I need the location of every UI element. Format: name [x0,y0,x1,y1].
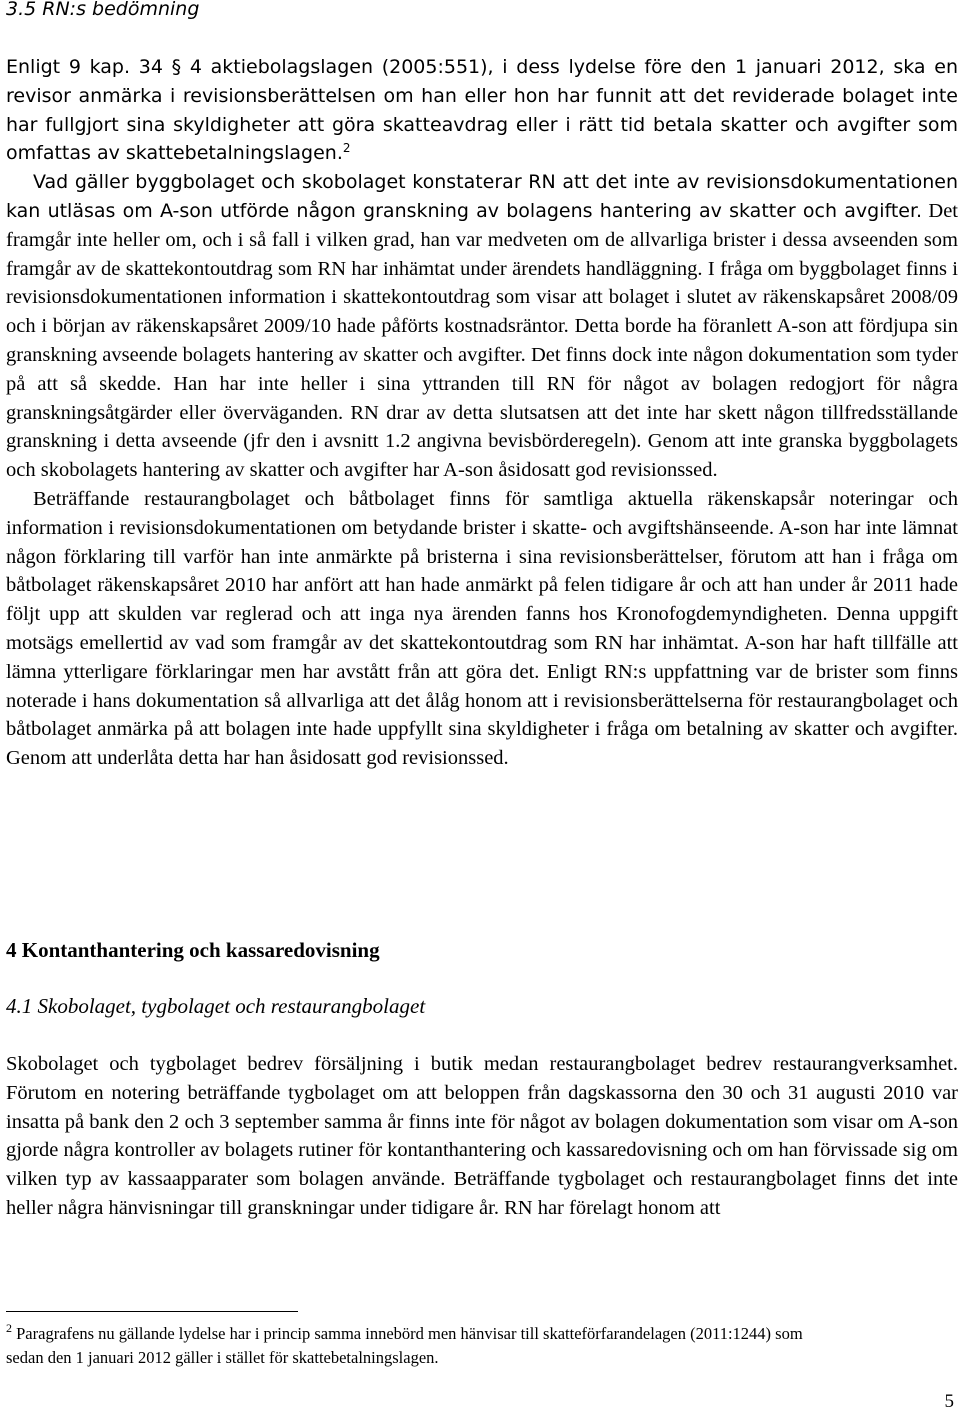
paragraph-byggbolaget-lead: Vad gäller byggbolaget och skobolaget konstaterar RN att det inte av revisionsdokumentationen kan utläsas om A-son utförde någon granskning av bolagens hantering av skatter och avgifter. [6,171,958,222]
section-3-5-body [6,53,958,773]
footnote-text: Paragrafens nu gällande lydelse har i princip samma innebörd men hänvisar till skatteförfarandelagen (2011:1244) som sedan den 1 januari 2012 gäller i stället för skattebetalningslagen. [6,1324,803,1367]
footnote-separator [6,1311,298,1312]
paragraph-statute [6,53,958,168]
heading-4-1: 4.1 Skobolaget, tygbolaget och restaurangbolaget [6,994,426,1018]
paragraph-byggbolaget [6,168,958,485]
footnote [6,1322,826,1370]
footnote-number: 2 [6,1321,12,1335]
paragraph-byggbolaget-text: Det framgår inte heller om, och i så fall i vilken grad, han var medveten om de allvarliga brister i dessa avseenden som framgår av de skattekontoutdrag som RN har inhämtat under ärendets handläggning. I fråga om byggbolaget finns i revisionsdokumentationen information i skattekontoutdrag som visar att bolaget i slutet av räkenskapsåret 2008/09 och i början av räkenskapsåret 2009/10 hade påförts kostnadsräntor. Detta borde ha föranlett A-son att fördjupa sin granskning avseende bolagets hantering av skatter och avgifter. Det finns dock inte någon dokumentation som tyder på att så skedde. Han har inte heller i sina yttranden till RN för något av bolagen redogjort för några granskningsåtgärder eller överväganden. RN drar av detta slutsatsen att det inte har skett någon tillfredsställande granskning i detta avseende (jfr den i avsnitt 1.2 angivna bevisbörderegeln). Genom att inte granska byggbolagets och skobolagets hantering av skatter och avgifter har A-son åsidosatt god revisionssed. [6,199,958,482]
heading-4: 4 Kontanthantering och kassaredovisning [6,938,380,962]
paragraph-restaurangbolaget: Beträffande restaurangbolaget och båtbolaget finns för samtliga aktuella räkenskapsår noteringar och information i revisionsdokumentationen om betydande brister i skatte- och avgiftshänseende. A-son har inte lämnat någon förklaring till varför han inte anmärkte på bristerna i sina revisionsberättelser, förutom att han i fråga om båtbolaget räkenskapsåret 2010 har anfört att han hade anmärkt på felen tidigare år och att han under år 2011 hade följt upp att skulden var reglerad och att inga nya ärenden fanns hos Kronofogdemyndigheten. Denna uppgift motsägs emellertid av vad som framgår av det skattekontoutdrag som RN har inhämtat. A-son har haft tillfälle att lämna ytterligare förklaringar men har avstått från att göra det. Enligt RN:s uppfattning var de brister som finns noterade i hans dokumentation så allvarliga att det ålåg honom att i revisionsberättelserna för restaurangbolaget och båtbolaget anmärka på att bolagen inte hade uppfyllt sina skyldigheter i fråga om betalning av skatter och avgifter. Genom att underlåta detta har han åsidosatt god revisionssed. [6,487,958,770]
paragraph-kontanthantering: Skobolaget och tygbolaget bedrev försäljning i butik medan restaurangbolaget bedrev restaurangverksamhet. Förutom en notering beträffande tygbolaget om att beloppen från dagskassorna den 30 och 31 augusti 2010 var insatta på bank den 2 och 3 september samma år finns inte för något av bolagen dokumentation som visar om A-son gjorde några kontroller av bolagets rutiner för kontanthantering och kassaredovisning och om han förvissade sig om vilken typ av kassaapparater som bolagen använde. Beträffande tygbolaget och restaurangbolaget finns det inte heller några hänvisningar till granskningar under tidigare år. RN har förelagt honom att [6,1053,958,1219]
paragraph-statute-text: Enligt 9 kap. 34 § 4 aktiebolagslagen (2005:551), i dess lydelse före den 1 januari 2012, ska en revisor anmärka i revisionsberättelsen om han eller hon har funnit att det reviderade bolaget inte har fullgjort sina skyldigheter att göra skatteavdrag eller i rätt tid betala skatter och avgifter som omfattas av skattebetalningslagen. [6,56,958,165]
section-title: 3.5 RN:s bedömning [6,0,200,20]
page-number: 5 [944,1391,954,1412]
footnote-reference[interactable]: 2 [342,141,351,156]
